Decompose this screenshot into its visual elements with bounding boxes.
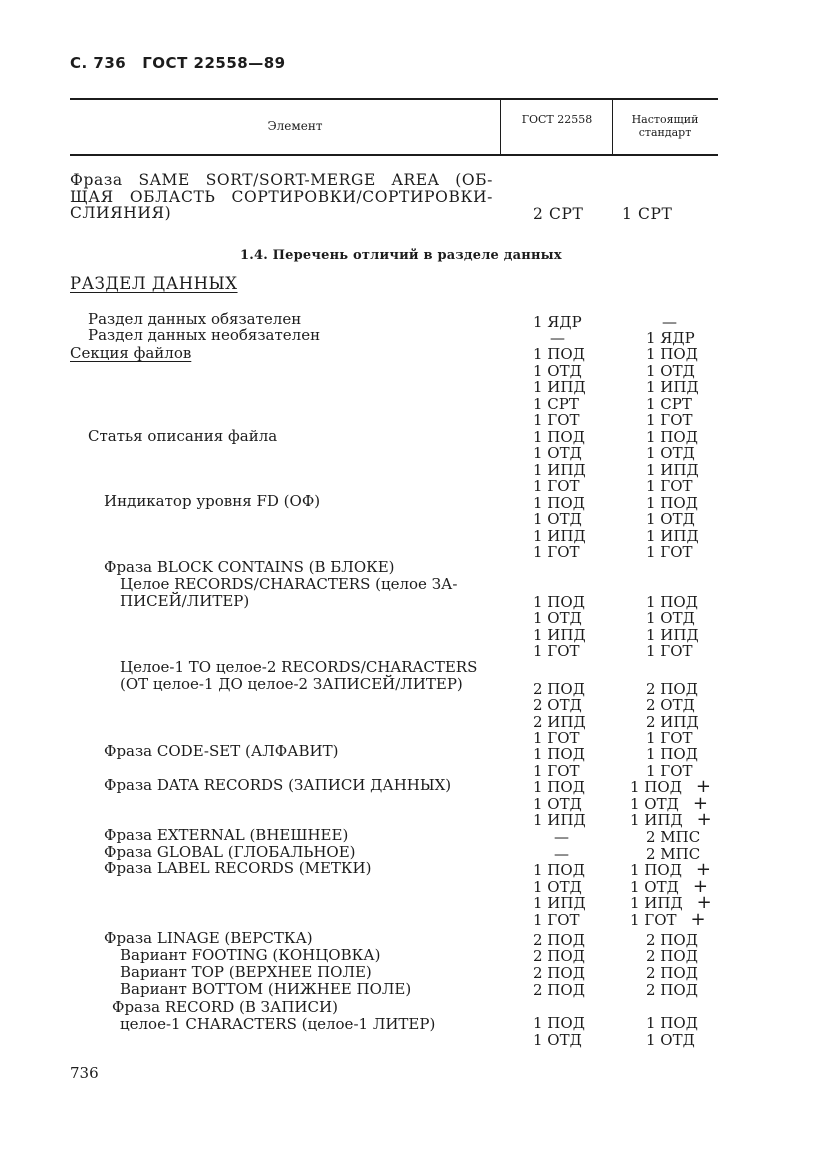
row-gost: 1 ГОТ: [533, 729, 580, 747]
row-gost: 1 ПОД: [533, 745, 585, 763]
table-bottom-rule: [70, 154, 718, 156]
row-gost: 1 ЯДР: [533, 313, 582, 331]
row-gost: 1 ИПД: [533, 894, 586, 912]
row-gost: 2 ИПД: [533, 713, 586, 731]
row-current-value: 1 ГОТ: [630, 911, 677, 929]
row-label: целое-1 CHARACTERS (целое-1 ЛИТЕР): [120, 1015, 436, 1033]
plus-mark: +: [692, 793, 708, 814]
row-gost: 2 ПОД: [533, 981, 585, 999]
row-gost: 1 ПОД: [533, 861, 585, 879]
row-current: 1 ПОД: [646, 345, 698, 363]
row-gost: 1 ОТД: [533, 510, 582, 528]
intro-gost-value: 2 СРТ: [533, 205, 584, 223]
table-top-rule: [70, 98, 718, 100]
row-current: 2 ПОД: [646, 964, 698, 982]
row-current: 2 МПС: [646, 845, 701, 863]
row-current: 1 ПОД: [646, 745, 698, 763]
page-number: 736: [70, 1064, 99, 1082]
row-label: ПИСЕЙ/ЛИТЕР): [120, 592, 250, 610]
row-gost: 1 ОТД: [533, 1031, 582, 1049]
row-gost: 2 ОТД: [533, 696, 582, 714]
column-header-element: Элемент: [267, 119, 323, 133]
row-gost: 1 ГОТ: [533, 762, 580, 780]
running-header: [70, 54, 286, 72]
plus-mark: +: [695, 776, 711, 797]
row-label: Фраза RECORD (В ЗАПИСИ): [112, 998, 338, 1016]
intro-line-2: ЩАЯ ОБЛАСТЬ СОРТИРОВКИ/СОРТИРОВКИ-: [70, 187, 493, 206]
intro-line-3: СЛИЯНИЯ): [70, 204, 172, 222]
row-current: 1 ГОТ: [646, 477, 693, 495]
row-current: 1 ГОТ: [646, 411, 693, 429]
row-gost: 2 ПОД: [533, 947, 585, 965]
row-current: 2 ПОД: [646, 947, 698, 965]
row-gost: 1 ИПД: [533, 378, 586, 396]
row-gost: 1 ОТД: [533, 444, 582, 462]
row-label: (ОТ целое-1 ДО целое-2 ЗАПИСЕЙ/ЛИТЕР): [120, 675, 463, 693]
row-current: [630, 809, 712, 830]
row-gost: 1 ГОТ: [533, 911, 580, 929]
row-gost: —: [554, 845, 569, 863]
row-label: Вариант BOTTOM (НИЖНЕЕ ПОЛЕ): [120, 980, 412, 998]
row-label: Вариант TOP (ВЕРХНЕЕ ПОЛЕ): [120, 963, 372, 981]
row-label: Фраза DATA RECORDS (ЗАПИСИ ДАННЫХ): [104, 776, 452, 794]
row-gost: 1 ИПД: [533, 626, 586, 644]
row-gost: 1 ГОТ: [533, 477, 580, 495]
row-gost: 1 СРТ: [533, 395, 579, 413]
row-current-value: 1 ОТД: [630, 878, 679, 896]
row-current: 1 ИПД: [646, 461, 699, 479]
row-gost: 2 ПОД: [533, 964, 585, 982]
section-title: 1.4. Перечень отличий в разделе данных: [240, 248, 562, 263]
row-current: 1 ОТД: [646, 510, 695, 528]
column-divider-2: [612, 99, 613, 155]
row-gost: 1 ПОД: [533, 593, 585, 611]
row-gost: 2 ПОД: [533, 680, 585, 698]
plus-mark: +: [692, 876, 708, 897]
plus-mark: +: [696, 809, 712, 830]
row-gost: 1 ОТД: [533, 362, 582, 380]
row-current: 2 ИПД: [646, 713, 699, 731]
row-current: 1 ИПД: [646, 527, 699, 545]
plus-mark: +: [695, 859, 711, 880]
row-current-value: 1 ОТД: [630, 795, 679, 813]
row-label: Фраза CODE-SET (АЛФАВИТ): [104, 742, 339, 760]
row-label: Фраза GLOBAL (ГЛОБАЛЬНОЕ): [104, 843, 356, 861]
plus-mark: +: [690, 909, 706, 930]
row-gost: 1 ОТД: [533, 878, 582, 896]
row-current: 1 ГОТ: [646, 642, 693, 660]
row-current: 1 ОТД: [646, 1031, 695, 1049]
section-label: РАЗДЕЛ ДАННЫХ: [70, 274, 238, 293]
plus-mark: +: [696, 892, 712, 913]
row-current: 2 ПОД: [646, 981, 698, 999]
row-label: Секция файлов: [70, 344, 192, 362]
header-page: С. 736: [70, 54, 127, 72]
row-current-value: 1 ИПД: [630, 811, 683, 829]
row-current: 1 ОТД: [646, 362, 695, 380]
row-gost: 1 ОТД: [533, 795, 582, 813]
column-divider-1: [500, 99, 501, 155]
row-label: Целое-1 TO целое-2 RECORDS/CHARACTERS: [120, 658, 478, 676]
row-label: Статья описания файла: [88, 427, 278, 445]
row-gost: 1 ИПД: [533, 527, 586, 545]
row-gost: 1 ПОД: [533, 494, 585, 512]
row-gost: 1 ОТД: [533, 609, 582, 627]
row-gost: 1 ПОД: [533, 428, 585, 446]
row-current-value: 1 ИПД: [630, 894, 683, 912]
row-current: 1 ГОТ: [646, 762, 693, 780]
row-current: [630, 909, 706, 930]
row-current: 1 ПОД: [646, 428, 698, 446]
row-current: 1 ОТД: [646, 609, 695, 627]
row-current: 1 ГОТ: [646, 543, 693, 561]
intro-line-1: Фраза SAME SORT/SORT-MERGE AREA (ОБ-: [70, 171, 493, 189]
row-current-value: 1 ПОД: [630, 778, 682, 796]
row-label: Фраза EXTERNAL (ВНЕШНЕЕ): [104, 826, 349, 844]
row-gost: 1 ПОД: [533, 345, 585, 363]
intro-current-value: 1 СРТ: [622, 205, 673, 223]
row-current: —: [662, 313, 677, 331]
row-gost: —: [550, 329, 565, 347]
row-current: 2 МПС: [646, 828, 701, 846]
row-label: Раздел данных обязателен: [88, 310, 302, 328]
row-gost: 1 ГОТ: [533, 543, 580, 561]
row-current: 1 ИПД: [646, 626, 699, 644]
row-label: Фраза LABEL RECORDS (МЕТКИ): [104, 859, 372, 877]
row-current: 1 ПОД: [646, 494, 698, 512]
row-gost: 1 ГОТ: [533, 642, 580, 660]
row-current: 1 ИПД: [646, 378, 699, 396]
row-gost: 1 ПОД: [533, 1014, 585, 1032]
row-current: 2 ПОД: [646, 931, 698, 949]
row-label: Раздел данных необязателен: [88, 326, 321, 344]
row-label: Индикатор уровня FD (ОФ): [104, 492, 321, 510]
intro-paragraph: [70, 172, 493, 222]
row-current-value: 1 ПОД: [630, 861, 682, 879]
row-current: 1 ГОТ: [646, 729, 693, 747]
row-label: Вариант FOOTING (КОНЦОВКА): [120, 946, 381, 964]
row-label: Фраза LINAGE (ВЕРСТКА): [104, 929, 313, 947]
row-current: 2 ПОД: [646, 680, 698, 698]
row-gost: 1 ИПД: [533, 461, 586, 479]
row-current: 1 ПОД: [646, 593, 698, 611]
row-gost: —: [554, 828, 569, 846]
column-header-gost: ГОСТ 22558: [521, 113, 593, 126]
row-current: 1 СРТ: [646, 395, 692, 413]
row-label: Фраза BLOCK CONTAINS (В БЛОКЕ): [104, 558, 395, 576]
row-label: Целое RECORDS/CHARACTERS (целое ЗА-: [120, 575, 458, 593]
header-standard: ГОСТ 22558—89: [142, 54, 286, 72]
row-gost: 1 ПОД: [533, 778, 585, 796]
row-current: 1 ОТД: [646, 444, 695, 462]
row-current: 1 ЯДР: [646, 329, 695, 347]
row-current: 2 ОТД: [646, 696, 695, 714]
row-current: 1 ПОД: [646, 1014, 698, 1032]
column-header-current: Настоящий стандарт: [631, 113, 699, 139]
row-gost: 1 ГОТ: [533, 411, 580, 429]
row-gost: 1 ИПД: [533, 811, 586, 829]
row-gost: 2 ПОД: [533, 931, 585, 949]
